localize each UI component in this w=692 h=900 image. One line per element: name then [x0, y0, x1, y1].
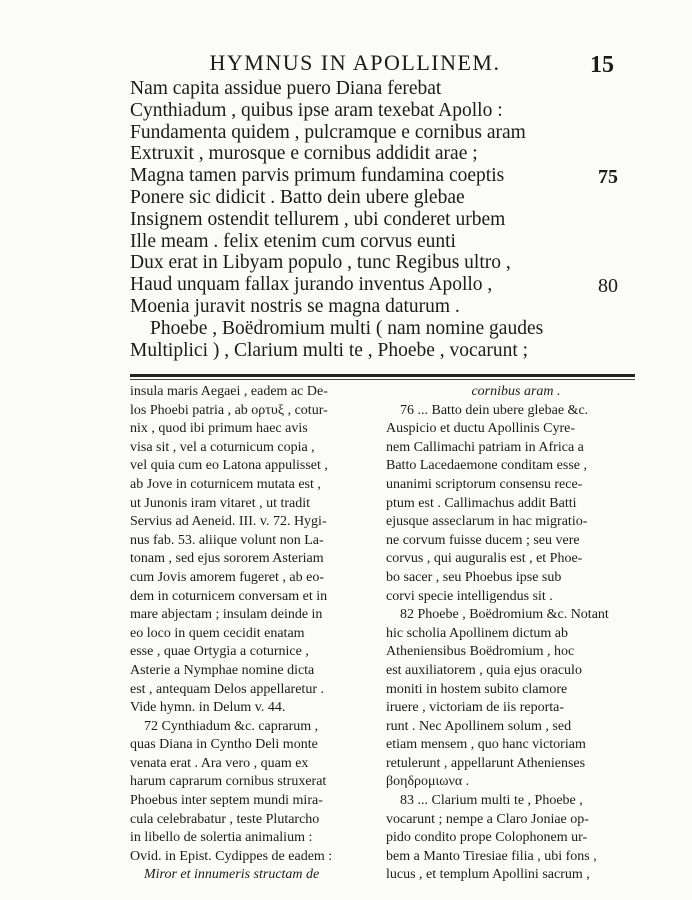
note-line: iruere , victoriam de iis reporta- [386, 700, 565, 716]
note-line: ut Junonis iram vitaret , ut tradit [130, 495, 311, 511]
note-line: Ovid. in Epist. Cydippes de eadem : [130, 848, 333, 864]
note-line: cornibus aram . [471, 384, 561, 399]
note-line: corvus , qui auguralis est , et Phoe- [386, 551, 583, 567]
note-line: bem a Manto Tiresiae filia , ubi fons , [386, 848, 597, 864]
page-title: HYMNUS IN APOLLINEM. [209, 50, 501, 75]
note-line: esse , quae Ortygia a coturnice , [130, 644, 309, 660]
note-line: venata erat . Ara vero , quam ex [130, 755, 309, 771]
verse-line: Ponere sic didicit . Batto dein ubere glebae [130, 186, 465, 208]
divider-rule [130, 374, 635, 377]
note-line: Asterie a Nymphae nomine dicta [130, 662, 315, 678]
note-line: Auspicio et ductu Apollinis Cyre- [386, 421, 575, 437]
note-line: pido condito prope Colophonem ur- [386, 830, 588, 846]
note-line: eo loco in quem cecidit enatam [130, 625, 305, 641]
verse-line: Multiplici ) , Clarium multi te , Phoebe , vocarunt ; [130, 339, 529, 361]
note-line: Atheniensibus Boëdromium , hoc [386, 644, 575, 660]
line-number-75: 75 [598, 166, 618, 188]
note-line: in libello de solertia animalium : [130, 830, 313, 846]
note-line: ab Jove in coturnicem mutata est , [130, 476, 321, 492]
note-line: etiam mensem , quo hanc victoriam [386, 737, 586, 753]
poem-text [130, 78, 580, 361]
page-number: 15 [590, 52, 614, 78]
verse-line: Ille meam . felix etenim cum corvus eunti [130, 230, 456, 252]
note-line: los Phoebi patria , ab ορτυξ , cotur- [130, 402, 328, 418]
note-line: visa sit , vel a coturnicum copia , [130, 439, 315, 455]
verse-line: Fundamenta quidem , pulcramque e cornibus aram [130, 121, 526, 143]
note-line: quas Diana in Cyntho Deli monte [130, 737, 318, 753]
note-line: βοηδρομιωνα . [386, 774, 470, 790]
verse-line: Extruxit , murosque e cornibus addidit arae ; [130, 143, 478, 165]
notes-column-right [386, 383, 646, 885]
note-line: Servius ad Aeneid. III. v. 72. Hygi- [130, 514, 327, 530]
note-line: runt . Nec Apollinem solum , sed [386, 718, 572, 734]
note-line: ptum est . Callimachus addit Batti [386, 495, 577, 511]
line-number-80: 80 [598, 275, 618, 297]
note-line: vel quia cum eo Latona appulisset , [130, 458, 328, 474]
note-line: Batto Lacedaemone conditam esse , [386, 458, 587, 474]
note-line: cula celebrabatur , teste Plutarcho [130, 811, 320, 827]
note-line: nix , quod ibi primum haec avis [130, 421, 308, 437]
note-line: bo sacer , seu Phoebus ipse sub [386, 569, 562, 585]
note-line: insula maris Aegaei , eadem ac De- [130, 384, 328, 399]
note-line: lucus , et templum Apollini sacrum , [386, 867, 590, 883]
note-line: harum caprarum cornibus struxerat [130, 774, 327, 790]
verse-line: Moenia juravit nostris se magna daturum . [130, 295, 460, 317]
divider-rule-thin [130, 379, 635, 380]
note-line: unanimi scriptorum consensu rece- [386, 476, 583, 492]
note-line: est , antequam Delos appellaretur . [130, 681, 324, 697]
verse-line: Dux erat in Libyam populo , tunc Regibus ultro , [130, 252, 511, 274]
note-line: Miror et innumeris structam de [144, 867, 320, 883]
note-line: vocarunt ; nempe a Claro Joniae op- [386, 811, 589, 827]
note-line: 83 ... Clarium multi te , Phoebe , [400, 793, 583, 809]
note-line: nus fab. 53. aliique volunt non La- [130, 532, 324, 548]
note-line: hic scholia Apollinem dictum ab [386, 625, 568, 641]
verse-line: Haud unquam fallax jurando inventus Apollo , [130, 274, 493, 296]
note-line: moniti in hostem subito clamore [386, 681, 568, 697]
verse-line: Cynthiadum , quibus ipse aram texebat Apollo : [130, 99, 503, 121]
note-line: 72 Cynthiadum &c. caprarum , [144, 718, 319, 734]
verse-line: Nam capita assidue puero Diana ferebat [130, 78, 442, 99]
note-line: mare abjectam ; insulam deinde in [130, 607, 323, 623]
note-line: Phoebus inter septem mundi mira- [130, 793, 323, 809]
verse-line: Magna tamen parvis primum fundamina coeptis [130, 165, 505, 187]
note-line: dem in coturnicem conversam et in [130, 588, 328, 604]
note-line: est auxiliatorem , quia ejus oraculo [386, 662, 582, 678]
note-line: nem Callimachi patriam in Africa a [386, 439, 584, 455]
note-line: 76 ... Batto dein ubere glebae &c. [400, 402, 589, 418]
note-line: Vide hymn. in Delum v. 44. [130, 700, 286, 716]
note-line: ne corvum fuisse ducem ; seu vere [386, 532, 580, 548]
verse-line: Phoebe , Boëdromium multi ( nam nomine gaudes [150, 317, 544, 339]
note-line: cum Jovis amorem fugeret , ab eo- [130, 569, 324, 585]
note-line: retulerunt , appellarunt Athenienses [386, 755, 586, 771]
notes-column-left [130, 383, 370, 885]
note-line: ejusque asseclarum in hac migratio- [386, 514, 588, 530]
note-line: 82 Phoebe , Boëdromium &c. Notant [400, 607, 609, 623]
note-line: corvi specie intelligendus sit . [386, 588, 553, 604]
verse-line: Insignem ostendit tellurem , ubi conderet urbem [130, 208, 506, 230]
note-line: tonam , sed ejus sororem Asteriam [130, 551, 324, 567]
